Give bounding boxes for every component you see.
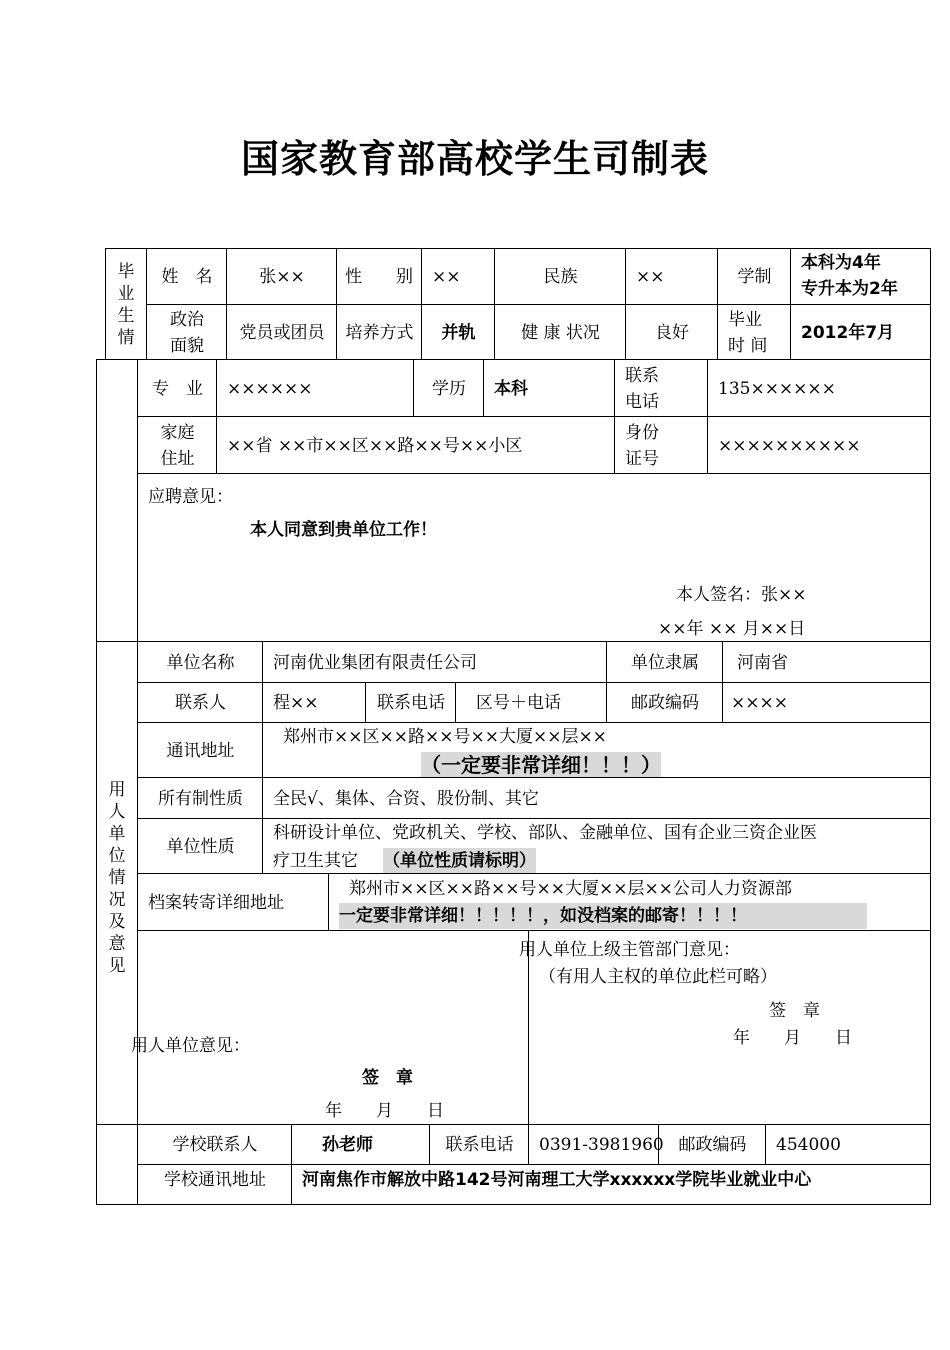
archive-label: 档案转寄详细地址 xyxy=(148,893,284,913)
postcode-label-cell xyxy=(606,682,723,723)
gender-label: 性 别 xyxy=(345,267,413,287)
school-section-cell xyxy=(96,1124,138,1205)
contact-label: 联系人 xyxy=(175,693,226,713)
ownership-label: 所有制性质 xyxy=(158,789,243,809)
ethnicity-label-cell xyxy=(494,248,626,305)
superior-opinion-label: 用人单位上级主管部门意见： xyxy=(519,940,740,960)
school-contact-label-cell xyxy=(137,1124,292,1165)
ethnicity-value-cell[interactable] xyxy=(625,248,718,305)
degree-value: 本科 xyxy=(494,379,528,399)
nature-label-cell xyxy=(137,818,263,874)
gender-value: ×× xyxy=(432,267,461,287)
graduate-section-cell xyxy=(105,248,147,360)
name-value-cell[interactable] xyxy=(226,248,337,305)
name-label-cell xyxy=(146,248,227,305)
school-postcode-label-cell xyxy=(658,1124,766,1165)
grad-time-value-cell[interactable] xyxy=(790,304,931,360)
school-address-value-cell[interactable] xyxy=(291,1164,931,1205)
school-phone-value-cell[interactable] xyxy=(528,1124,664,1165)
affiliation-label-cell xyxy=(606,641,723,683)
archive-address: 郑州市××区××路××号××大厦××层××公司人力资源部 xyxy=(349,879,792,899)
school-phone-label-cell xyxy=(429,1124,529,1165)
grad-time-label-line2: 时 间 xyxy=(728,336,768,356)
postcode-label: 邮政编码 xyxy=(631,693,699,713)
name-label: 姓 名 xyxy=(161,267,213,287)
school-contact-value: 孙老师 xyxy=(322,1135,373,1155)
mail-address-label-cell xyxy=(137,722,263,778)
postcode-value: ×××× xyxy=(731,693,788,713)
address-value-cell[interactable] xyxy=(216,416,615,474)
graduate-left-blank-cell xyxy=(96,359,138,642)
applicant-date: ××年 ×× 月××日 xyxy=(658,619,806,639)
id-label-line1: 身份 xyxy=(625,423,659,443)
superior-opinion-cell[interactable] xyxy=(519,930,931,1125)
nature-note: （单位性质请标明） xyxy=(383,848,536,874)
politics-label-line2: 面貌 xyxy=(170,336,204,356)
contact-value: 程×× xyxy=(273,693,319,713)
address-label-line2: 住址 xyxy=(160,449,195,469)
contact-phone-label-cell xyxy=(365,682,456,723)
id-label-cell xyxy=(614,416,708,474)
nature-value-line1: 科研设计单位、党政机关、学校、部队、金融单位、国有企业三资企业医 xyxy=(273,823,817,843)
school-address-label-cell xyxy=(137,1164,292,1205)
ethnicity-label: 民族 xyxy=(543,267,578,287)
nature-value-cell[interactable] xyxy=(262,818,931,874)
health-value-cell[interactable] xyxy=(625,304,718,360)
superior-date: 年 月 日 xyxy=(733,1028,852,1048)
politics-value-cell[interactable] xyxy=(226,304,337,360)
opinion-text: 本人同意到贵单位工作！ xyxy=(250,520,437,540)
unit-opinion-cell[interactable] xyxy=(131,930,529,1125)
unit-name-value: 河南优业集团有限责任公司 xyxy=(273,653,477,673)
employer-section-label: 用人单位情况及意见 xyxy=(108,780,126,976)
training-label: 培养方式 xyxy=(345,323,414,343)
major-label: 专 业 xyxy=(152,379,203,399)
school-postcode-value-cell[interactable] xyxy=(765,1124,931,1165)
degree-label: 学历 xyxy=(432,379,466,399)
unit-seal: 签 章 xyxy=(362,1068,413,1088)
unit-name-label: 单位名称 xyxy=(166,653,235,673)
nature-value-line2: 疗卫生其它 xyxy=(273,851,358,871)
health-label-cell xyxy=(494,304,626,360)
school-address-value: 河南焦作市解放中路142号河南理工大学xxxxxx学院毕业就业中心 xyxy=(302,1170,812,1190)
major-value-cell[interactable] xyxy=(216,359,414,417)
mail-address-value: 郑州市××区××路××号××大厦××层×× xyxy=(283,727,607,747)
mail-address-value-cell[interactable] xyxy=(262,722,931,778)
health-label: 健 康 状况 xyxy=(521,323,600,343)
major-label-cell xyxy=(137,359,217,417)
archive-value-cell[interactable] xyxy=(328,873,931,931)
id-value: ×××××××××× xyxy=(718,436,861,456)
applicant-opinion-cell[interactable] xyxy=(137,473,931,642)
training-label-cell xyxy=(336,304,422,360)
school-postcode-value: 454000 xyxy=(776,1135,841,1155)
phone-value: 135×××××× xyxy=(718,379,836,399)
superior-note: （有用人主权的单位此栏可略） xyxy=(539,967,777,987)
unit-date: 年 月 日 xyxy=(325,1101,444,1121)
school-phone-value: 0391-3981960 xyxy=(539,1135,664,1155)
graduate-section-label: 毕业生情 xyxy=(117,262,135,348)
schooling-value-line2: 专升本为2年 xyxy=(801,279,898,299)
contact-value-cell[interactable] xyxy=(262,682,366,723)
nature-label: 单位性质 xyxy=(166,837,235,857)
name-value: 张×× xyxy=(259,267,305,287)
archive-label-cell xyxy=(137,873,329,931)
unit-name-value-cell[interactable] xyxy=(262,641,607,683)
schooling-value-line1: 本科为4年 xyxy=(801,253,881,273)
contact-label-cell xyxy=(137,682,263,723)
form-title: 国家教育部高校学生司制表 xyxy=(240,137,709,181)
ownership-value-cell[interactable] xyxy=(262,777,931,819)
unit-name-label-cell xyxy=(137,641,263,683)
id-value-cell[interactable] xyxy=(707,416,931,474)
politics-value: 党员或团员 xyxy=(239,323,325,343)
degree-label-cell xyxy=(413,359,484,417)
politics-label-cell xyxy=(146,304,227,360)
schooling-label: 学制 xyxy=(737,267,772,287)
address-label-line1: 家庭 xyxy=(160,423,195,443)
address-label-cell xyxy=(137,416,217,474)
affiliation-label: 单位隶属 xyxy=(631,653,699,673)
health-value: 良好 xyxy=(655,323,689,343)
phone-label-line2: 电话 xyxy=(625,392,659,412)
gender-value-cell[interactable] xyxy=(421,248,495,305)
grad-time-label-line1: 毕业 xyxy=(728,310,762,330)
school-address-label: 学校通讯地址 xyxy=(164,1170,266,1190)
degree-value-cell[interactable] xyxy=(483,359,615,417)
phone-label-cell xyxy=(614,359,708,417)
phone-label-line1: 联系 xyxy=(625,366,659,386)
major-value: ×××××× xyxy=(227,379,313,399)
mail-address-label: 通讯地址 xyxy=(166,741,235,761)
grad-time-value: 2012年7月 xyxy=(801,323,895,343)
affiliation-value-cell[interactable] xyxy=(722,641,931,683)
ownership-label-cell xyxy=(137,777,263,819)
id-label-line2: 证号 xyxy=(625,449,659,469)
opinion-label: 应聘意见： xyxy=(148,487,233,507)
school-postcode-label: 邮政编码 xyxy=(678,1135,747,1155)
school-phone-label: 联系电话 xyxy=(445,1135,514,1155)
mail-address-note: （一定要非常详细！！！） xyxy=(421,753,661,777)
schooling-label-cell xyxy=(717,248,791,305)
contact-phone-label: 联系电话 xyxy=(377,693,445,713)
unit-opinion-label: 用人单位意见： xyxy=(131,1036,250,1056)
gender-label-cell xyxy=(336,248,422,305)
phone-value-cell[interactable] xyxy=(707,359,931,417)
archive-note: 一定要非常详细！！！！！，如没档案的邮寄！！！！ xyxy=(339,903,867,929)
affiliation-value: 河南省 xyxy=(737,653,788,673)
applicant-signature: 本人签名：张×× xyxy=(676,585,807,605)
contact-phone-value-cell[interactable] xyxy=(455,682,607,723)
postcode-value-cell[interactable] xyxy=(722,682,931,723)
grad-time-label-cell xyxy=(717,304,791,360)
ethnicity-value: ×× xyxy=(636,267,665,287)
superior-seal: 签 章 xyxy=(769,1001,820,1021)
school-contact-value-cell[interactable] xyxy=(291,1124,430,1165)
training-value: 并轨 xyxy=(441,323,476,343)
politics-label-line1: 政治 xyxy=(170,310,204,330)
school-contact-label: 学校联系人 xyxy=(172,1135,258,1155)
training-value-cell[interactable] xyxy=(421,304,495,360)
address-value: ××省 ××市××区××路××号××小区 xyxy=(227,436,523,456)
ownership-value: 全民√、集体、合资、股份制、其它 xyxy=(273,789,539,809)
contact-phone-value: 区号＋电话 xyxy=(476,693,561,713)
schooling-value-cell[interactable] xyxy=(790,248,931,305)
